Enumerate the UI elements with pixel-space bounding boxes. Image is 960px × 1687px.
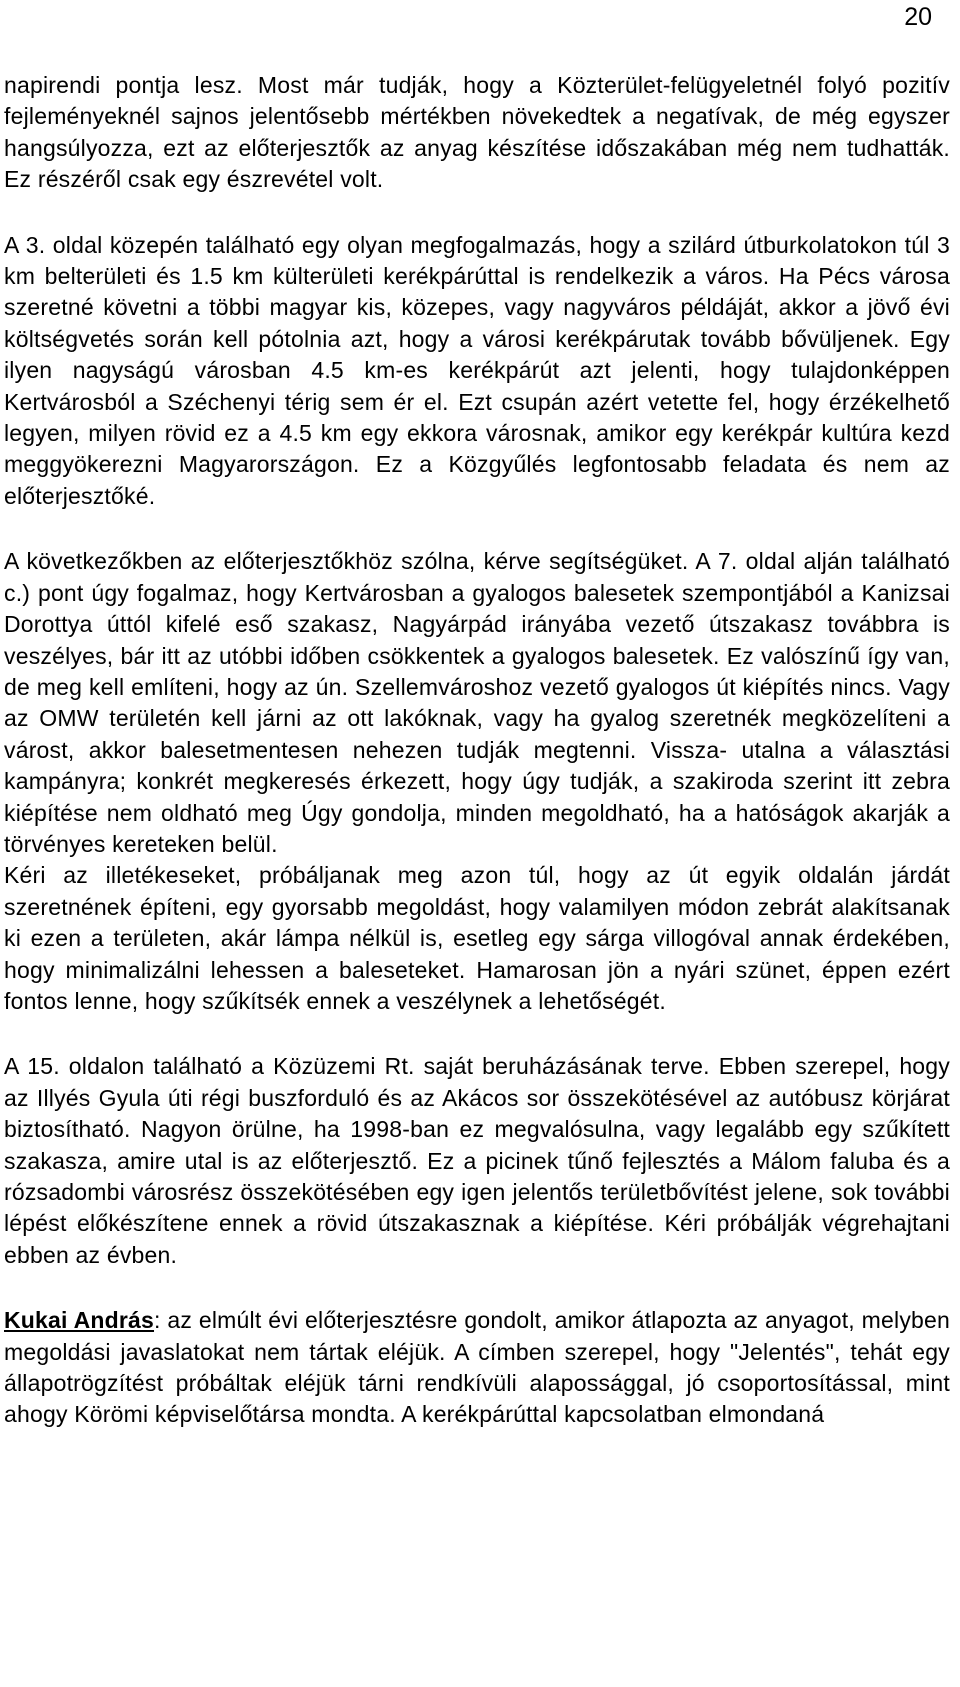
- page-number: 20: [904, 3, 932, 31]
- speaker-colon: :: [154, 1307, 161, 1334]
- speaker-text: az elmúlt évi előterjesztésre gondolt, amikor átlapozta az anyagot, melyben megoldási javaslatokat nem tártak eléjük. A címben szerepel, hogy "Jelentés", tehát egy állapotrögzítést próbáltak eléjük tárni rendkívüli alapossággal, jó csoportosítással, mint ahogy Körömi képviselőtársa mondta. A kerékpárúttal kapcsolatban elmondaná: [4, 1307, 950, 1428]
- paragraph-2: A 3. oldal közepén található egy olyan megfogalmazás, hogy a szilárd útburkolatokon túl 3 km belterületi és 1.5 km külterületi kerékpárúttal is rendelkezik a város. Ha Pécs városa szeretné követni a többi magyar kis, közepes, vagy nagyváros példáját, akkor a jövő évi költségvetés során kell pótolnia azt, hogy a városi kerékpárutak tovább bővüljenek. Egy ilyen nagyságú városban 4.5 km-es kerékpárút azt jelenti, hogy tulajdonképpen Kertvárosból a Széchenyi térig sem ér el. Ezt csupán azért vetette fel, hogy érzékelhető legyen, milyen rövid ez a 4.5 km egy ekkora városnak, amikor egy kerékpár kultúra kezd meggyökerezni Magyarországon. Ez a Közgyűlés legfontosabb feladata és nem az előterjesztőké.: [4, 231, 950, 509]
- speaker-name: Kukai András: [4, 1307, 155, 1334]
- paragraph-5: A 15. oldalon található a Közüzemi Rt. saját beruházásának terve. Ebben szerepel, hogy az Illyés Gyula úti régi buszforduló és az Akácos sor összekötésével az autóbusz körjárat biztosítható. Nagyon örülne, ha 1998-ban ez megvalósulna, vagy legalább egy szűkített szakasza, amire utal is az előterjesztő. Ez a picinek tűnő fejlesztés a Málom faluba és a rózsadombi városrész összekötésében egy igen jelentős területbővítést jelene, sok további lépést előkészítene ennek a rövid útszakasznak a kiépítése. Kéri próbálják végrehajtani ebben az évben.: [4, 1053, 950, 1268]
- paragraph-6: [4, 1305, 950, 1431]
- paragraph-1: napirendi pontja lesz. Most már tudják, hogy a Közterület-felügyeletnél folyó pozitív fejleményeknél sajnos jelentősebb mértékben növekedtek a negatívak, de még egyszer hangsúlyozza, ezt az előterjesztők az anyag készítése időszakában még nem tudhatták. Ez részéről csak egy észrevétel volt.: [4, 72, 950, 193]
- paragraph-4: Kéri az illetékeseket, próbáljanak meg azon túl, hogy az út egyik oldalán járdát szeretnének építeni, egy gyorsabb megoldást, hogy valamilyen módon zebrát alakítsanak ki ezen a területen, akár lámpa nélkül is, esetleg egy sárga villogóval annak érdekében, hogy minimalizálni lehessen a baleseteket. Hamarosan jön a nyári szünet, éppen ezért fontos lenne, hogy szűkítsék ennek a veszélynek a lehetőségét.: [4, 862, 950, 1014]
- paragraph-3: A következőkben az előterjesztőkhöz szólna, kérve segítségüket. A 7. oldal alján található c.) pont úgy fogalmaz, hogy Kertvárosban a gyalogos balesetek szempontjából a Kanizsai Dorottya úttól kifelé eső szakasz, Nagyárpád irányába vezető útszakasz továbbra is veszélyes, bár itt az utóbbi időben csökkentek a gyalogos balesetek. Ez valószínű így van, de meg kell említeni, hogy az ún. Szellemvároshoz vezető gyalogos út kiépítés nincs. Vagy az OMW területén kell járni az ott lakóknak, vagy ha gyalog szeretnék megközelíteni a várost, akkor balesetmentesen nehezen tudják megtenni. Vissza- utalna a választási kampányra; konkrét megkeresés érkezett, hogy úgy tudják, a szakiroda szerint itt zebra kiépítése nem oldható meg Úgy gondolja, minden megoldható, ha a hatóságok akarják a törvényes kereteken belül.: [4, 548, 950, 857]
- document-body: [4, 70, 950, 1465]
